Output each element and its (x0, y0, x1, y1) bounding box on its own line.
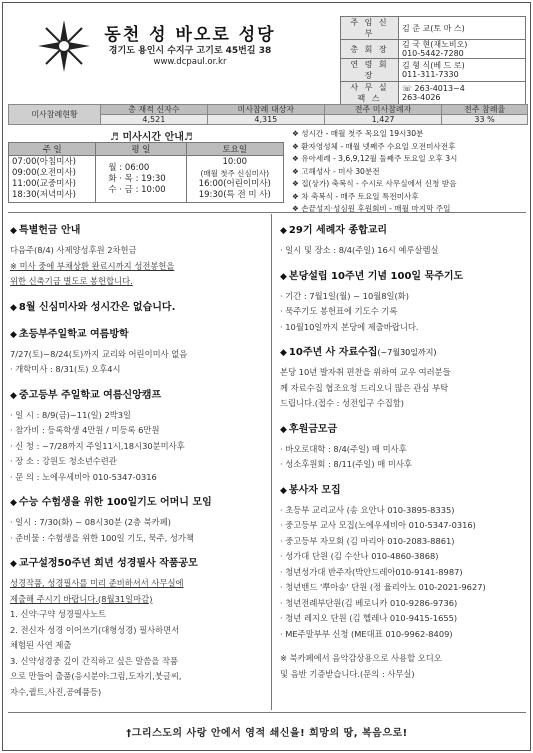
mass-col-header: 주 일 (9, 143, 96, 156)
section-line: · 준비물 : 수험생을 위한 100일 기도, 묵주, 성가책 (10, 532, 194, 543)
section-title (10, 222, 265, 240)
diamond-icon: ◆ (10, 329, 17, 340)
section-line: · 신 청 : ~7/28까지 주일11시,18시30분미사후 (10, 440, 185, 451)
section-line: · 10월10일까지 본당에 제출바랍니다. (280, 321, 419, 332)
diamond-icon: ◆ (280, 348, 287, 358)
mass-time: 18:30(저녁미사) (12, 190, 76, 200)
mass-time: 월 : 06:00 (108, 162, 150, 173)
notice-list (292, 128, 528, 216)
section-line: · 성소후원회 : 8/11(주일) 매 미사후 (280, 459, 412, 469)
section (10, 494, 265, 546)
stats-value: 1,427 (324, 115, 441, 125)
contact-value: 김 형 식(베 드 로) 011-311-7330 (399, 59, 526, 82)
diamond-icon: ◆ (10, 498, 17, 508)
section-line: 드립니다.(접수 : 성전입구 수집함) (280, 398, 405, 408)
section-line: 1. 신약·구약 성경필사노트 (10, 609, 106, 619)
section (10, 387, 265, 486)
section-line: 2. 전신자 성경 이어쓰기(대형성경) 필사하면서 (10, 624, 180, 635)
notice-item: ❖ 집(상가) 축복식 - 수시로 사무실에서 신청 받음 (292, 179, 457, 188)
section-line: ※ 북카페에서 음악감상용으로 사용할 오디오 (280, 653, 442, 663)
parish-website[interactable]: www.dcpaul.or.kr (153, 57, 227, 67)
section-line: · 개학미사 : 8/31(토) 오후4시 (10, 364, 121, 374)
section-title (280, 421, 526, 439)
section (10, 299, 265, 317)
section-note: (~7월30일까지) (377, 348, 437, 357)
contact-label: 사 무 실 팩 스 (341, 82, 399, 105)
section (280, 421, 526, 473)
section-heading: 후원금모금 (288, 423, 338, 435)
diamond-icon: ◆ (10, 302, 17, 313)
stats-row-label: 미사참례현황 (9, 105, 101, 125)
mass-time: 10:00 (222, 157, 248, 167)
contact-value: ☏ 263-4013~4 263-4026 (399, 82, 526, 105)
section-line: · 묵주기도 봉헌표에 기도수 기록 (280, 306, 398, 316)
section-line: · 청년 레지오 단원 (김 헬레나 010-9415-1655) (280, 613, 458, 623)
section (280, 268, 526, 336)
mass-time: 19:30(특 전 미 사) (198, 190, 271, 200)
section-title (280, 222, 526, 240)
section-title (10, 555, 265, 573)
contact-value: 김 국 현(재노비오) 010-5442-7280 (399, 40, 526, 59)
mass-schedule-title: ♬ 미사시간 안내♬ (110, 132, 193, 143)
stats-header: 전주 미사참례자 (324, 105, 441, 115)
divider (8, 212, 526, 213)
contact-value: 김 준 교(토 마 스) (399, 17, 526, 40)
stats-header: 전주 참례율 (442, 105, 528, 115)
section-line: 으로 만들어 출품(응시분야:그림,도자기,붓글씨, (10, 671, 182, 681)
section-title (10, 299, 265, 317)
section-line: · 초등부 교리교사 (송 요안나 010-3895-8335) (280, 504, 455, 515)
notice-item: ❖ 환자영성체 - 매월 넷째주 수요일 오전미사전후 (292, 141, 456, 151)
section (280, 344, 526, 412)
diamond-icon: ◆ (280, 485, 287, 496)
section-heading: 특별헌금 안내 (18, 225, 81, 236)
section-title (280, 344, 526, 362)
section-line: · 청년성가대 반주자(박안드레아010-9141-8987) (280, 566, 463, 577)
section (10, 222, 265, 290)
section (280, 222, 526, 259)
stats-header: 미사참례 대상자 (207, 105, 324, 115)
diamond-icon: ◆ (280, 226, 287, 236)
weekday-times (96, 156, 186, 203)
section (10, 326, 265, 378)
stats-header: 총 재적 신자수 (101, 105, 208, 115)
section-line: · 일시 : 7/30(화) ~ 08시30분 (2층 북카페) (10, 517, 171, 527)
notice-item: ❖ 성시간 - 매월 첫주 목요일 19시30분 (292, 129, 424, 138)
mass-time: 화 · 목 : 19:30 (108, 173, 166, 184)
section-line: · 중고등부 자모회 (김 마리아 010-2083-8861) (280, 535, 455, 546)
section-line: · 청년전례부단원(김 베로니카 010-9286-9736) (280, 597, 458, 608)
section-line: 위한 신축기금 별도로 봉헌합니다. (10, 276, 133, 286)
section (280, 482, 526, 643)
mass-time: 11:00(교중미사) (12, 179, 76, 189)
section-line: · 참가비 : 등록학생 4만원 / 미등록 6만원 (10, 425, 160, 435)
section-title (10, 326, 265, 344)
section-line: 3. 신약성경중 깊이 간직하고 싶은 말씀을 작품 (10, 655, 179, 666)
section-line: · 바오로대학 : 8/4(주일) 매 미사후 (280, 443, 407, 454)
mass-time: (매월 첫주 신심미사) (200, 169, 270, 178)
notice-item: ❖ 유아세례 - 3,6,9,12월 둘째주 토요일 오후 3시 (292, 154, 458, 163)
section-heading: 중고등부 주일학교 여름신앙캠프 (18, 389, 162, 401)
stats-value: 4,315 (207, 115, 324, 125)
diamond-icon: ◆ (10, 390, 17, 401)
section-title (280, 268, 526, 286)
section-heading: 교구설정50주년 희년 성경필사 작품공모 (18, 558, 198, 569)
section-line: 본당 10년 발자취 편찬을 위하여 교우 여러분들 (280, 367, 451, 377)
diamond-icon: ◆ (10, 559, 17, 569)
section-heading: 10주년 사 자료수집 (288, 347, 378, 358)
contact-label: 연 령 회 장 (341, 59, 399, 82)
section-heading: 초등부주일학교 여름방학 (18, 328, 129, 340)
section-line: · 청년밴드 '뿌아송' 단원 (정 율리아노 010-2021-9627) (280, 582, 486, 592)
contact-label: 총 회 장 (341, 40, 399, 59)
parish-title: 동천 성 바오로 성당 (104, 25, 276, 45)
saturday-times (186, 156, 283, 203)
attendance-stats (8, 104, 528, 125)
parish-address: 경기도 용인시 수지구 고기로 45번길 38 (108, 46, 272, 56)
divider (8, 712, 526, 713)
notice-item: ❖ 고해성사 - 미사 30분전 (292, 166, 380, 176)
diamond-icon: ◆ (10, 226, 17, 236)
section-line: · 기간 : 7월1일(월) ~ 10월8일(화) (280, 290, 410, 301)
section-heading: 본당설립 10주년 기념 100일 묵주기도 (288, 270, 464, 282)
section-heading: 수능 수험생을 위한 100일기도 어머니 모임 (18, 497, 212, 508)
section-line: ※ 미사 중에 부채상환 완료시까지 성전봉헌을 (10, 260, 175, 271)
diamond-icon: ◆ (280, 271, 287, 282)
section (280, 651, 526, 682)
section-title (280, 482, 526, 500)
section-heading: 29기 세례자 종합교리 (288, 225, 388, 236)
stats-value: 4,521 (101, 115, 208, 125)
section-line: 께 자료수집 협조요청 드리오니 많은 관심 부탁 (280, 382, 449, 393)
section-line: · 장 소 : 강원도 청소년수련관 (10, 456, 117, 466)
section-line: 및 음반 기증받습니다.(문의 : 사무실) (280, 668, 415, 679)
section-line: · 성가대 단원 (김 수산나 010-4860-3868) (280, 551, 439, 561)
section-line: · 일시 및 장소 : 8/4(주일) 16시 예루살렘실 (280, 245, 439, 255)
section-line: · 중고등부 교사 모집(노에우세비아 010-5347-0316) (280, 520, 476, 530)
mass-col-header: 평 일 (96, 143, 186, 156)
section-line: 자수,퀼트,사진,공예품등) (10, 686, 102, 697)
contact-label: 주 임 신 부 (341, 17, 399, 40)
mass-time: 07:00(아침미사) (12, 157, 76, 167)
section-title (10, 387, 265, 405)
section-line: 7/27(토)~8/24(토)까지 교리와 어린이미사 없음 (10, 348, 188, 359)
sunday-times (9, 156, 96, 203)
notice-item: ❖ 손끝성지·성심원 후원회비 - 매월 마지막 주일 (292, 204, 451, 213)
contact-table (340, 16, 526, 105)
notice-item: ❖ 차 축복식 - 매주 토요일 특전미사후 (292, 191, 419, 201)
left-column (10, 222, 265, 709)
section-line: · ME주말부부 신청 (ME대표 010-9962-8409) (280, 628, 453, 639)
section-line: 체험된 사연 제출 (10, 640, 72, 650)
column-divider (271, 214, 272, 710)
section-line: 제출해 주시기 바랍니다.(8월31일마감) (10, 593, 153, 604)
mass-time: 16:00(어린이미사) (198, 179, 271, 189)
right-column (280, 222, 526, 691)
mass-time: 수 · 금 : 10:00 (108, 184, 166, 195)
section (10, 555, 265, 700)
section-heading: 8월 신심미사와 성시간은 없습니다. (18, 301, 176, 313)
section-title (10, 494, 265, 512)
diamond-icon: ◆ (280, 424, 287, 435)
mass-time: 09:00(오전미사) (12, 168, 76, 178)
mass-col-header: 토요일 (186, 143, 283, 156)
footer-motto: †그리스도의 사랑 안에서 영적 쇄신을! 희망의 땅, 복음으로! (126, 728, 408, 739)
parish-logo (36, 18, 92, 74)
stats-value: 33 % (442, 115, 528, 125)
section-line: 성경작품, 성경필사를 미리 준비하셔서 사무실에 (10, 578, 184, 588)
section-line: · 문 의 : 노에우세비아 010-5347-0316 (10, 471, 157, 482)
section-line: 다음주(8/4) 사제양성후원 2차헌금 (10, 245, 137, 255)
section-line: · 일 시 : 8/9(금)~11(일) 2박3일 (10, 409, 132, 420)
mass-schedule-table (8, 142, 284, 203)
section-heading: 봉사자 모집 (288, 484, 341, 496)
